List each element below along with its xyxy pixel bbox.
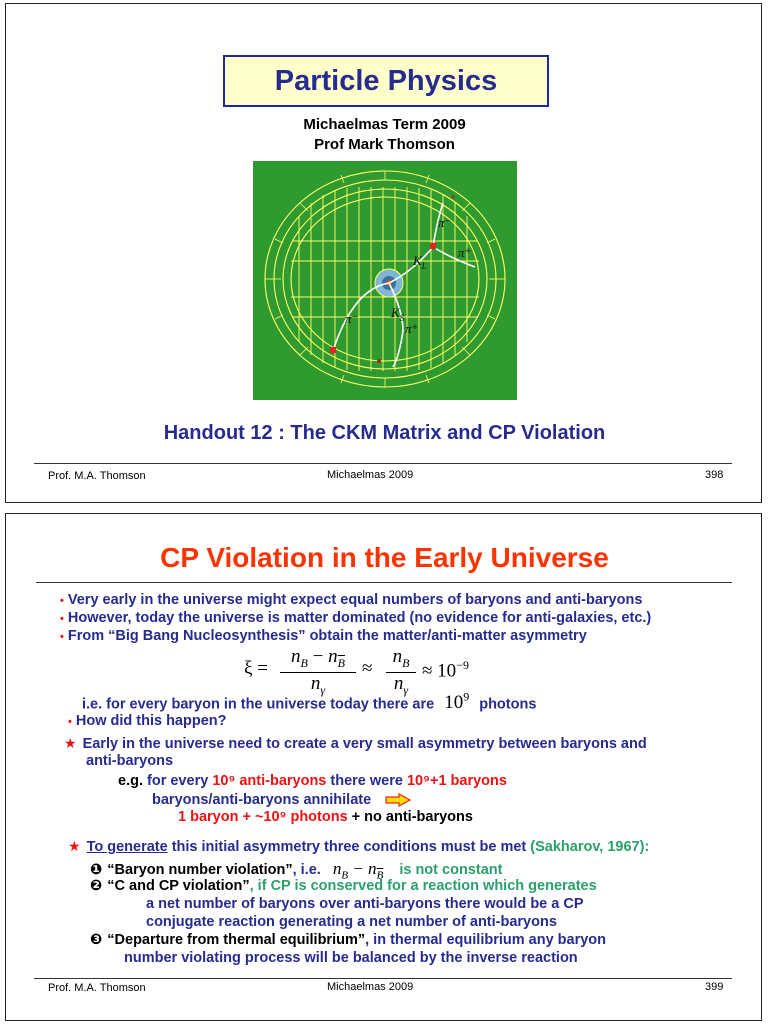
xi-symbol: ξ = bbox=[244, 658, 268, 679]
annihilate-line: baryons/anti-baryons annihilate bbox=[152, 792, 411, 808]
bullet-line-1: • Very early in the universe might expect equal numbers of baryons and anti-baryons bbox=[60, 592, 643, 608]
slide-399 bbox=[5, 513, 762, 1021]
condition-3-line-2: number violating process will be balanced by the inverse reaction bbox=[124, 950, 578, 966]
author-line: Prof Mark Thomson bbox=[314, 136, 455, 153]
pi-plus-bottom-label: π⁺ bbox=[405, 321, 419, 336]
condition-2: ❷ “C and CP violation”, if CP is conserved for a reaction which generates bbox=[90, 878, 597, 894]
slide-title: Particle Physics bbox=[223, 55, 549, 107]
fraction-2: $n_B$ $n_\gamma$ bbox=[386, 646, 416, 698]
asymmetry-equation: ξ = $n_B - n_{\overline{B}}$ $n_\gamma$ ≈ $n_B$ $n_\gamma$ ≈ $10^{-9}$ bbox=[244, 646, 469, 697]
condition-1: ❶ “Baryon number violation”, i.e. $n_B - n_{\overline{B}}$ is not constant bbox=[90, 859, 503, 882]
pi-minus-bottom-label: π⁻ bbox=[345, 311, 359, 326]
pi-minus-top-label: π⁻ bbox=[438, 215, 452, 230]
bbn-line: • From “Big Bang Nucleosynthesis” obtain the matter/anti-matter asymmetry bbox=[60, 628, 587, 644]
footer-term: Michaelmas 2009 bbox=[327, 469, 414, 481]
condition-3: ❸ “Departure from thermal equilibrium”, in thermal equilibrium any baryon bbox=[90, 932, 607, 948]
bullet-line-2: • However, today the universe is matter dominated (no evidence for anti-galaxies, etc.) bbox=[60, 610, 652, 626]
ks-label: $K_S$ bbox=[391, 305, 405, 323]
handout-title: Handout 12 : The CKM Matrix and CP Violation bbox=[163, 422, 606, 444]
detector-event-image bbox=[253, 161, 517, 400]
slide-title: CP Violation in the Early Universe bbox=[160, 542, 609, 573]
kl-label: $K_L$ bbox=[413, 253, 427, 271]
footer-author: Prof. M.A. Thomson bbox=[48, 982, 146, 994]
ie-line: i.e. for every baryon in the universe today there are $10^9$ photons bbox=[82, 690, 537, 714]
condition-2-line-2: a net number of baryons over anti-baryons there would be a CP bbox=[146, 896, 584, 912]
footer-rule bbox=[34, 978, 732, 979]
page-number: 399 bbox=[705, 981, 724, 993]
slide-398 bbox=[5, 3, 762, 503]
condition-2-line-3: conjugate reaction generating a net number of anti-baryons bbox=[146, 914, 557, 930]
pi-plus-right-label: π⁺ bbox=[458, 245, 472, 260]
early-line-1: ★ Early in the universe need to create a very small asymmetry between baryons and bbox=[64, 735, 647, 752]
footer-author: Prof. M.A. Thomson bbox=[48, 470, 146, 482]
page-number: 398 bbox=[705, 469, 724, 481]
eg-line: e.g. for every 10⁹ anti-baryons there were 10⁹+1 baryons bbox=[118, 773, 507, 789]
footer-term: Michaelmas 2009 bbox=[327, 981, 414, 993]
generate-line: ★ To generate this initial asymmetry three conditions must be met (Sakharov, 1967): bbox=[68, 838, 650, 855]
fraction-1: $n_B - n_{\overline{B}}$ $n_\gamma$ bbox=[280, 646, 356, 698]
result-line: 1 baryon + ~10⁹ photons + no anti-baryons bbox=[178, 809, 473, 825]
early-line-2: anti-baryons bbox=[86, 753, 174, 769]
footer-rule bbox=[34, 463, 732, 464]
term-line: Michaelmas Term 2009 bbox=[303, 116, 466, 133]
right-arrow-icon bbox=[385, 793, 411, 807]
title-rule bbox=[36, 582, 732, 583]
how-line: • How did this happen? bbox=[68, 713, 227, 729]
